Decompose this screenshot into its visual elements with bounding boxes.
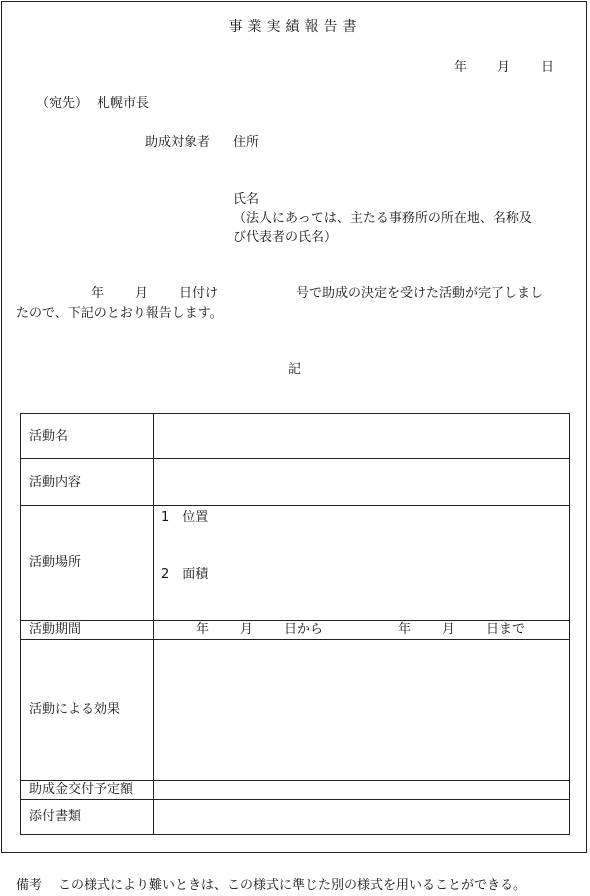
addressee-name: 札幌市長 <box>97 96 150 111</box>
body-year-label: 年 <box>91 286 105 301</box>
addressee-label: （宛先） <box>36 96 89 111</box>
address-label: 住所 <box>233 135 260 150</box>
ki-heading: 記 <box>288 362 302 377</box>
period-end-year: 年 <box>398 622 412 637</box>
table-row-divider <box>21 458 569 459</box>
period-start-day: 日から <box>284 622 324 637</box>
note-text: この様式により難いときは、この様式に準じた別の様式を用いることができる。 <box>58 878 527 893</box>
date-day-label: 日 <box>541 60 555 75</box>
name-note-line1: （法人にあっては、主たる事務所の所在地、名称及 <box>233 211 532 226</box>
note-label: 備考 <box>16 878 43 893</box>
period-end-month: 月 <box>442 622 456 637</box>
period-start-year: 年 <box>196 622 210 637</box>
activity-effect-label: 活動による効果 <box>29 702 121 717</box>
activity-period-label: 活動期間 <box>29 622 82 637</box>
name-note-line2: び代表者の氏名） <box>233 230 338 245</box>
date-month-label: 月 <box>497 60 511 75</box>
body-line1-text: 号で助成の決定を受けた活動が完了しまし <box>296 286 544 301</box>
grant-amount-label: 助成金交付予定額 <box>29 782 134 797</box>
applicant-label: 助成対象者 <box>145 135 211 150</box>
table-row-divider <box>21 799 569 800</box>
place-area-label: 2 面積 <box>161 567 209 582</box>
report-table <box>20 413 570 835</box>
activity-place-label: 活動場所 <box>29 555 82 570</box>
body-line2-text: たので、下記のとおり報告します。 <box>16 306 223 321</box>
period-end-day: 日まで <box>486 622 526 637</box>
activity-content-label: 活動内容 <box>29 475 82 490</box>
period-start-month: 月 <box>240 622 254 637</box>
attachments-label: 添付書類 <box>29 809 82 824</box>
body-day-label: 日付け <box>179 286 219 301</box>
place-position-label: 1 位置 <box>161 510 209 525</box>
table-column-divider <box>153 414 154 834</box>
table-row-divider <box>21 639 569 640</box>
document-title: 事業実績報告書 <box>228 19 362 35</box>
date-year-label: 年 <box>454 60 468 75</box>
table-row-divider <box>21 505 569 506</box>
name-label: 氏名 <box>233 192 260 207</box>
body-month-label: 月 <box>135 286 149 301</box>
activity-name-label: 活動名 <box>29 429 69 444</box>
